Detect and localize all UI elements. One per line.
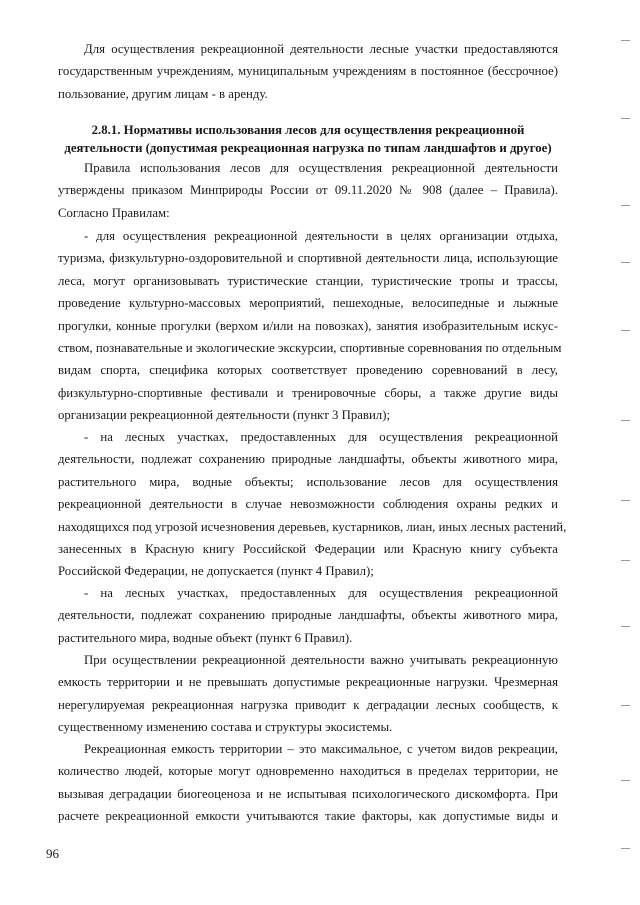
text-line: вызывая деградации биогеоценоза и не испытывая психологического дискомфорта. При (58, 786, 558, 801)
text-line: физкультурно-спортивные фестивали и тренировочные сборы, а также другие виды (58, 385, 558, 400)
text-line: Рекреационная емкость территории – это максимальное, с учетом видов рекреации, (84, 742, 558, 756)
text-line: Правила использования лесов для осуществления рекреационной деятельности (84, 161, 558, 175)
paragraph-capacity (58, 649, 558, 739)
text-line: пользование, другим лицам - в аренду. (58, 86, 268, 101)
text-line: расчете рекреационной емкости учитываются такие факторы, как допустимые виды и (58, 809, 558, 824)
text-line: ством, познавательные и экологические экскурсии, спортивные соревнования по отдельным (58, 341, 562, 356)
text-line: проведение культурно-массовых мероприятий, пешеходные, велосипедные и лыжные (58, 296, 558, 311)
text-line: государственным учреждениям, муниципальным учреждениям в постоянное (бессрочное) (58, 64, 558, 79)
text-line: емкость территории и не превышать допустимые рекреационные нагрузки. Чрезмерная (58, 675, 558, 690)
text-line: нерегулируемая рекреационная нагрузка приводит к деградации лесных сообществ, к (58, 697, 558, 712)
text-line: туризма, физкультурно-оздоровительной и спортивной деятельности лица, использующие (58, 251, 558, 266)
text-line: занесенных в Красную книгу Российской Федерации или Красную книгу субъекта (58, 542, 558, 557)
text-line: - для осуществления рекреационной деятельности в целях организации отдыха, (84, 229, 558, 243)
text-line: прогулки, конные прогулки (верхом и/или на повозках), занятия изобразительным искус- (58, 318, 558, 333)
text-line: существенному изменению состава и структуры экосистемы. (58, 720, 393, 735)
text-line: деятельности, подлежат сохранению природные ландшафты, объекты животного мира, (58, 608, 558, 623)
text-line: рекреационной деятельности в случае невозможности соблюдения охраны редких и (58, 497, 558, 512)
text-line: утверждены приказом Минприроды России от 09.11.2020 № 908 (далее – Правила). (58, 183, 558, 198)
text-line: Российской Федерации, не допускается (пункт 4 Правил); (58, 564, 374, 579)
text-line: растительного мира, водные объект (пункт 6 Правил). (58, 630, 353, 645)
text-line: - на лесных участках, предоставленных для осуществления рекреационной (84, 430, 558, 444)
text-line: организации рекреационной деятельности (пункт 3 Правил); (58, 408, 391, 423)
paragraph-intro (58, 38, 558, 105)
paragraph-rules (58, 157, 558, 224)
bullet-item-1 (58, 225, 562, 427)
heading-line: 2.8.1. Нормативы использования лесов для осуществления рекреационной (91, 123, 525, 137)
heading-line: деятельности (допустимая рекреационная нагрузка по типам ландшафтов и другое) (64, 141, 552, 155)
bullet-item-3 (58, 582, 558, 649)
text-line: леса, могут организовывать туристические станции, туристические тропы и трассы, (58, 273, 558, 288)
text-line: находящихся под угрозой исчезновения деревьев, кустарников, лиан, иных лесных растений, (58, 519, 567, 534)
text-line: растительного мира, водные объекты; использование лесов для осуществления (58, 474, 558, 489)
section-heading (58, 121, 558, 157)
paragraph-definition (58, 738, 558, 828)
text-line: видам спорта, специфика которых соответствует проведению соревнований в лесу, (58, 363, 558, 378)
bullet-item-2 (58, 426, 567, 583)
scan-edge-marks (621, 0, 640, 905)
text-line: При осуществлении рекреационной деятельности важно учитывать рекреационную (84, 653, 558, 667)
page-number: 96 (46, 846, 59, 861)
text-line: деятельности, подлежат сохранению природные ландшафты, объекты животного мира, (58, 452, 558, 467)
text-line: количество людей, которые могут одновременно находиться в пределах территории, не (58, 764, 558, 779)
text-line: Согласно Правилам: (58, 205, 170, 220)
text-line: Для осуществления рекреационной деятельности лесные участки предоставляются (84, 42, 558, 56)
text-line: - на лесных участках, предоставленных для осуществления рекреационной (84, 586, 558, 600)
